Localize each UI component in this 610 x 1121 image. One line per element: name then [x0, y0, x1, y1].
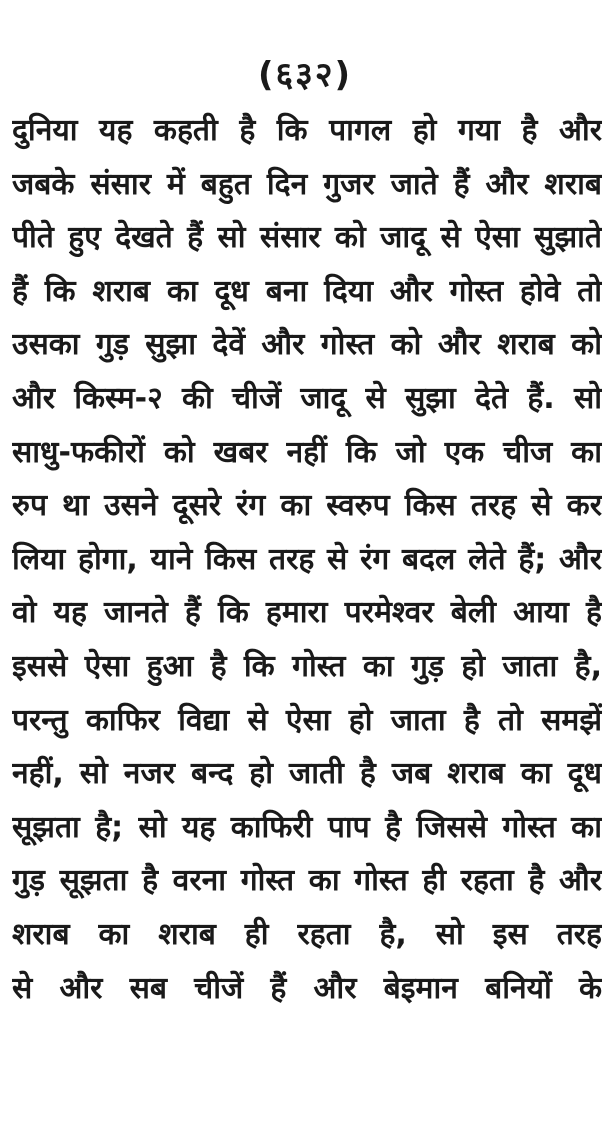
text-line: दुनिया यह कहती है कि पागल हो गया है और	[12, 113, 602, 148]
text-line: नहीं, सो नजर बन्द हो जाती है जब शराब का दूध	[12, 756, 602, 792]
text-line: लिया होगा, याने किस तरह से रंग बदल लेते हैं; और	[12, 541, 602, 577]
text-line: गुड़ सूझता है वरना गोस्त का गोस्त ही रहता है और	[12, 863, 602, 899]
text-line: इससे ऐसा हुआ है कि गोस्त का गुड़ हो जाता है,	[12, 648, 602, 684]
text-line: और किस्म-२ की चीजें जादू से सुझा देते हैं. सो	[12, 380, 602, 416]
text-line: सूझता है; सो यह काफिरी पाप है जिससे गोस्त का	[12, 809, 602, 845]
text-line: साधु-फकीरों को खबर नहीं कि जो एक चीज का	[12, 434, 602, 470]
body-text	[12, 104, 602, 1015]
text-line: पीते हुए देखते हैं सो संसार को जादू से ऐसा सुझाते	[12, 220, 602, 256]
text-line: शराब का शराब ही रहता है, सो इस तरह	[12, 916, 602, 952]
page-number: (६३२)	[257, 55, 353, 95]
text-line: परन्तु काफिर विद्या से ऐसा हो जाता है तो समझें	[12, 702, 602, 738]
text-line: वो यह जानते हैं कि हमारा परमेश्वर बेली आया है	[12, 595, 602, 631]
text-line: से और सब चीजें हैं और बेइमान बनियों के	[12, 970, 602, 1006]
text-line: उसका गुड़ सुझा देवें और गोस्त को और शराब को	[12, 327, 602, 363]
text-line: जबके संसार में बहुत दिन गुजर जाते हैं और शराब	[12, 166, 602, 202]
text-line: रुप था उसने दूसरे रंग का स्वरुप किस तरह से कर	[12, 488, 602, 524]
text-line: हैं कि शराब का दूध बना दिया और गोस्त होवे तो	[12, 273, 602, 309]
